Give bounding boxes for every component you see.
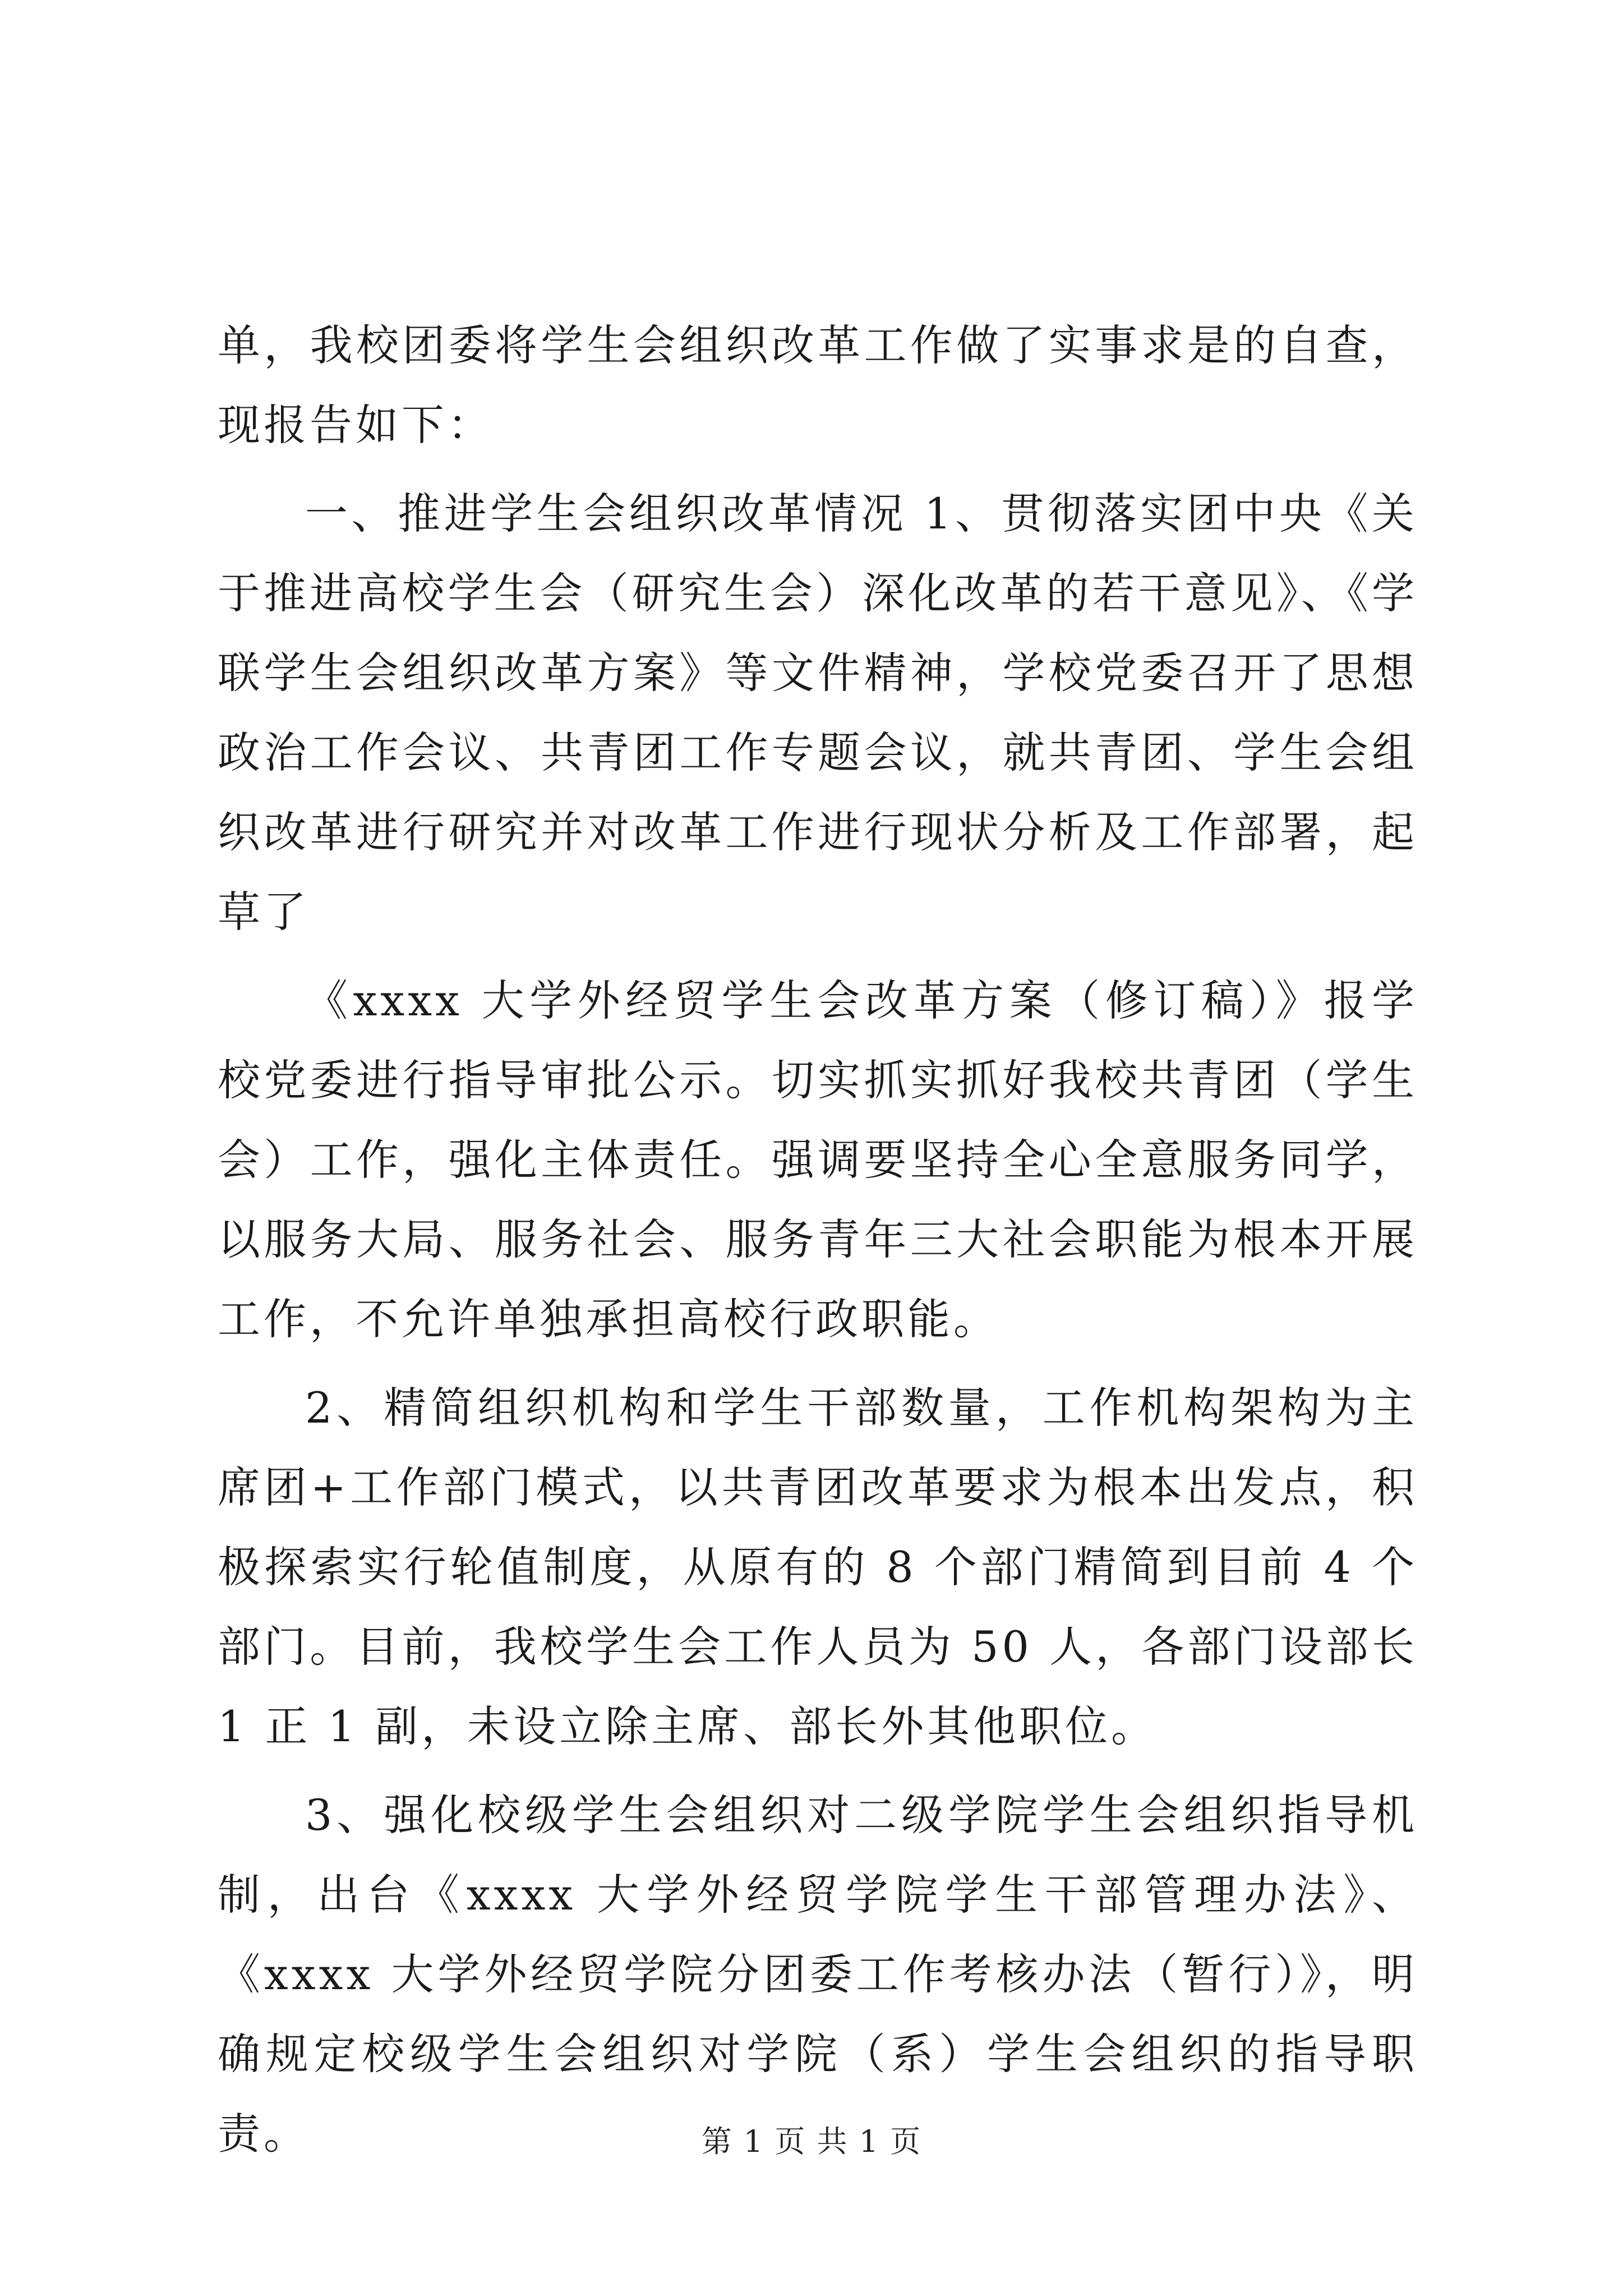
document-body [218,306,1418,2183]
paragraph-item-two: 2、精简组织机构和学生干部数量，工作机构架构为主席团+工作部门模式，以共青团改革要求为根本出发点，积极探索实行轮值制度，从原有的 8 个部门精简到目前 4 个部门。目前，我校学生会工作人员为 50 人，各部门设部长 1 正 1 副，未设立除主席、部长外其他职位。 [218,1383,1418,1751]
paragraph-continuation: 单，我校团委将学生会组织改革工作做了实事求是的自查，现报告如下： [218,320,1418,450]
page-number-footer: 第 1 页 共 1 页 [701,2124,922,2159]
paragraph-section-one: 一、推进学生会组织改革情况 1、贯彻落实团中央《关于推进高校学生会（研究生会）深化改革的若干意见》、《学联学生会组织改革方案》等文件精神，学校党委召开了思想政治工作会议、共青团工作专题会议，就共青团、学生会组织改革进行研究并对改革工作进行现状分析及工作部署，起草了 [218,489,1418,937]
paragraph-item-three: 3、强化校级学生会组织对二级学院学生会组织指导机制，出台《xxxx 大学外经贸学院学生干部管理办法》、《xxxx 大学外经贸学院分团委工作考核办法（暂行）》，明确规定校级学生会组织对学院（系）学生会组织的指导职责。 [218,1790,1418,2159]
paragraph-reform-plan: 《xxxx 大学外经贸学生会改革方案（修订稿）》报学校党委进行指导审批公示。切实抓实抓好我校共青团（学生会）工作，强化主体责任。强调要坚持全心全意服务同学，以服务大局、服务社会、服务青年三大社会职能为根本开展工作，不允许单独承担高校行政职能。 [218,976,1418,1344]
